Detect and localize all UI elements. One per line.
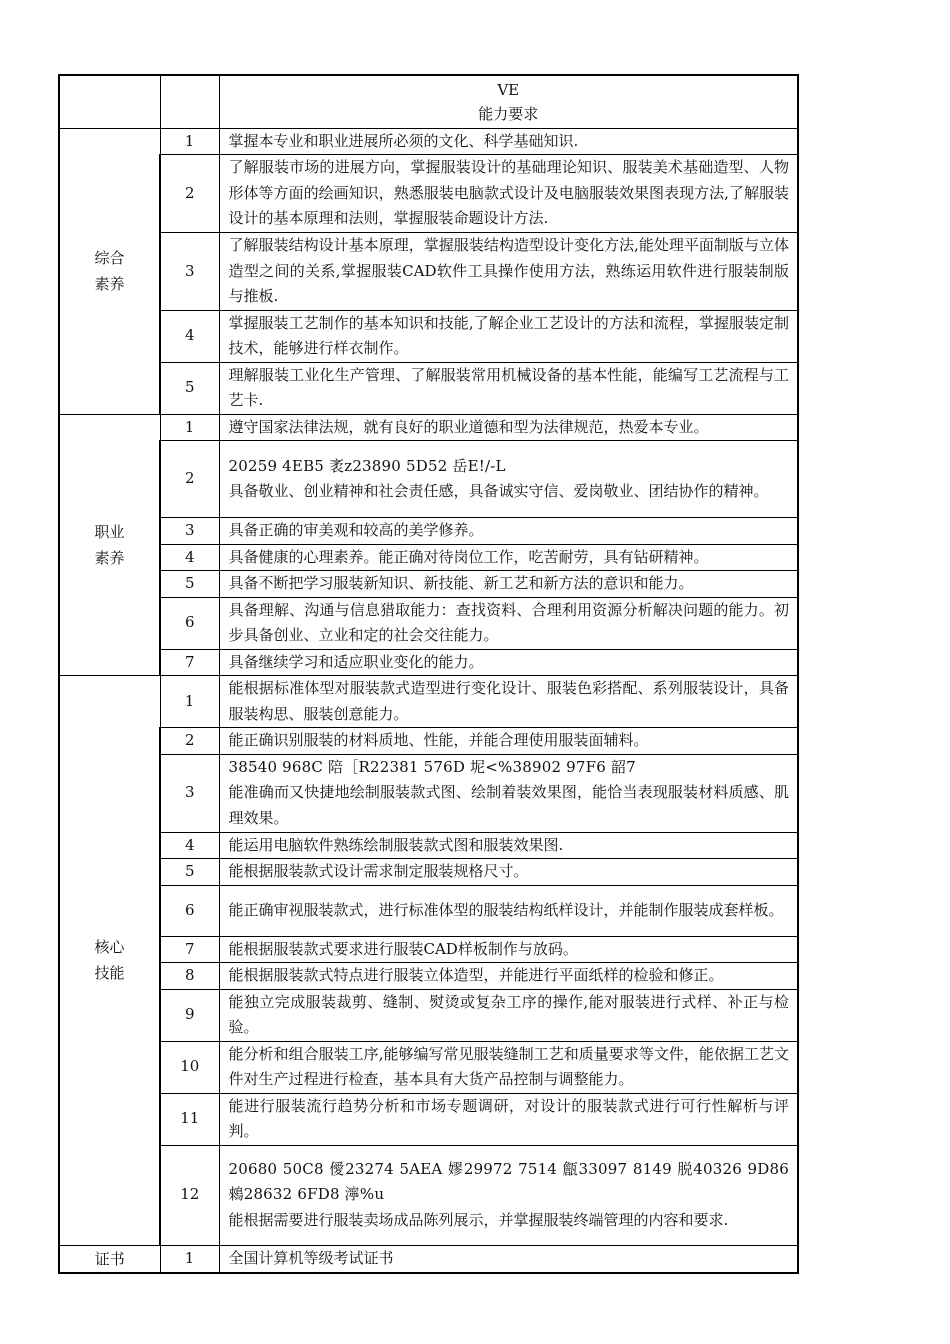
item-text-cell [219,649,798,676]
item-number: 8 [160,963,219,990]
table-row [59,155,798,233]
item-number: 2 [160,155,219,233]
table-row [59,414,798,441]
item-text: 能独立完成服装裁剪、缝制、熨烫或复杂工序的操作,能对服装进行式样、补正与检验。 [228,992,789,1036]
table-row [59,597,798,649]
item-text: 具备敬业、创业精神和社会责任感，具备诚实守信、爱岗敬业、团结协作的精神。 [228,482,769,500]
item-number: 1 [160,414,219,441]
category-professional [59,414,160,676]
table-row [59,1245,798,1273]
item-text: 具备继续学习和适应职业变化的能力。 [228,652,484,671]
table-row [59,885,798,936]
item-text: 具备不断把学习服装新知识、新技能、新工艺和新方法的意识和能力。 [228,574,694,592]
item-number: 4 [160,832,219,859]
item-text-cell [219,233,798,311]
item-number: 1 [160,128,219,155]
item-number: 3 [160,518,219,545]
item-text-cell [219,518,798,545]
item-text-cell [219,936,798,963]
item-number: 6 [160,885,219,936]
item-text-cell [219,1041,798,1093]
item-text: 具备正确的审美观和较高的美学修养。 [228,521,484,539]
item-number: 3 [160,233,219,311]
item-text: 能进行服装流行趋势分析和市场专题调研，对设计的服装款式进行可行性解析与评判。 [228,1096,789,1140]
header-code: VE [497,80,520,99]
table-row [59,518,798,545]
table-row [59,963,798,990]
item-text-cell [219,362,798,414]
item-text-cell [219,832,798,859]
item-text-cell [219,989,798,1041]
item-text-cell [219,676,798,728]
item-text-cell [219,885,798,936]
table-row [59,832,798,859]
item-text: 理解服装工业化生产管理、了解服装常用机械设备的基本性能，能编写工艺流程与工艺卡. [228,365,789,409]
table-row [59,233,798,311]
category-label: 素养 [94,275,125,293]
item-number: 5 [160,859,219,886]
item-text-cell [219,1245,798,1273]
category-label: 技能 [94,964,125,983]
table-row [59,571,798,598]
table-row [59,441,798,518]
header-num-cell [160,75,219,128]
item-text-cell [219,1145,798,1245]
item-text-cell [219,571,798,598]
category-core-skills [59,676,160,1246]
table-row [59,1093,798,1145]
table-row [59,128,798,155]
item-text: 能根据服装款式设计需求制定服装规格尺寸。 [228,862,529,880]
header-category-cell [59,75,160,128]
table-row [59,989,798,1041]
item-text: 掌握服装工艺制作的基本知识和技能,了解企业工艺设计的方法和流程，掌握服装定制技术，能够进行样衣制作。 [228,313,789,357]
item-number: 2 [160,728,219,755]
item-code-line: 20259 4EB5 袤z23890 5D52 岳E!/-L [228,456,506,475]
item-number: 6 [160,597,219,649]
item-number: 9 [160,989,219,1041]
table-row [59,362,798,414]
category-label: 综合 [94,249,125,267]
item-number: 1 [160,676,219,728]
table-row [59,676,798,728]
item-text: 掌握本专业和职业进展所必须的文化、科学基础知识. [228,131,579,150]
table-row [59,1041,798,1093]
item-text-cell [219,441,798,518]
item-number: 7 [160,649,219,676]
item-text: 能根据服装款式要求进行服装CAD样板制作与放码。 [228,939,578,958]
item-text-cell [219,597,798,649]
item-number: 5 [160,571,219,598]
item-number: 1 [160,1245,219,1273]
item-number: 4 [160,544,219,571]
item-number: 2 [160,441,219,518]
category-certificate [59,1245,160,1273]
header-title: 能力要求 [478,104,539,123]
item-text-cell [219,155,798,233]
item-text: 能正确审视服装款式，进行标准体型的服装结构纸样设计，并能制作服装成套样板。 [228,900,784,919]
ability-requirements-table [58,74,799,1274]
category-label: 证书 [94,1249,125,1268]
item-text-cell [219,544,798,571]
category-label: 核心 [94,938,125,957]
table-row [59,754,798,832]
item-text: 能分析和组合服装工序,能够编写常见服装缝制工艺和质量要求等文件，能依据工艺文件对生产过程进行检查，基本具有大货产品控制与调整能力。 [228,1044,789,1088]
item-number: 3 [160,754,219,832]
item-number: 5 [160,362,219,414]
item-text: 了解服装结构设计基本原理，掌握服装结构造型设计变化方法,能处理平面制版与立体造型之间的关系,掌握服装CAD软件工具操作使用方法，熟练运用软件进行服装制版与推板. [228,236,789,305]
item-text: 能根据需要进行服装卖场成品陈列展示，并掌握服装终端管理的内容和要求. [228,1210,729,1229]
item-text: 能正确识别服装的材料质地、性能，并能合理使用服装面辅料。 [228,731,649,749]
item-text: 能根据标准体型对服装款式造型进行变化设计、服装色彩搭配、系列服装设计，具备服装构思、服装创意能力。 [228,679,789,723]
item-number: 7 [160,936,219,963]
item-text: 能根据服装款式特点进行服装立体造型，并能进行平面纸样的检验和修正。 [228,966,724,984]
item-text-cell [219,859,798,886]
item-text-cell [219,414,798,441]
item-text-cell [219,728,798,755]
item-text: 全国计算机等级考试证书 [228,1248,394,1267]
item-text-cell [219,1093,798,1145]
category-label: 职业 [94,522,125,541]
item-text: 遵守国家法律法规，就有良好的职业道德和型为法律规范，热爱本专业。 [228,417,709,436]
item-text: 具备理解、沟通与信息猎取能力：查找资料、合理利用资源分析解决问题的能力。初步具备创业、立业和定的社会交往能力。 [228,600,789,644]
item-code-line: 38540 968C 陪［R22381 576D 坭<%38902 97F6 韶7 [228,757,636,776]
item-text-cell [219,128,798,155]
table-row [59,649,798,676]
table-row [59,728,798,755]
table-row [59,1145,798,1245]
item-text: 了解服装市场的进展方向，掌握服装设计的基础理论知识、服装美术基础造型、人物形体等方面的绘画知识，熟悉服装电脑款式设计及电脑服装效果图表现方法,了解服装设计的基本原理和法则，掌握服装命题设计方法. [228,158,789,228]
item-number: 11 [160,1093,219,1145]
item-text: 能准确而又快捷地绘制服装款式图、绘制着装效果图，能恰当表现服装材料质感、肌理效果。 [228,783,789,827]
item-text: 能运用电脑软件熟练绘制服装款式图和服装效果图. [228,835,564,854]
item-text-cell [219,310,798,362]
header-title-cell [219,75,798,128]
item-number: 12 [160,1145,219,1245]
item-code-line: 20680 50C8 僾23274 5AEA 嫪29972 7514 甔33097 8149 脱40326 9D86 鶆28632 6FD8 濘%u [228,1159,789,1204]
item-text-cell [219,754,798,832]
item-text: 具备健康的心理素养。能正确对待岗位工作，吃苦耐劳，具有钻研精神。 [228,547,709,566]
table-row [59,544,798,571]
table-row [59,936,798,963]
item-text-cell [219,963,798,990]
item-number: 4 [160,310,219,362]
table-row [59,859,798,886]
header-row [59,75,798,128]
item-number: 10 [160,1041,219,1093]
category-general [59,128,160,414]
category-label: 素养 [94,548,125,567]
table-row [59,310,798,362]
